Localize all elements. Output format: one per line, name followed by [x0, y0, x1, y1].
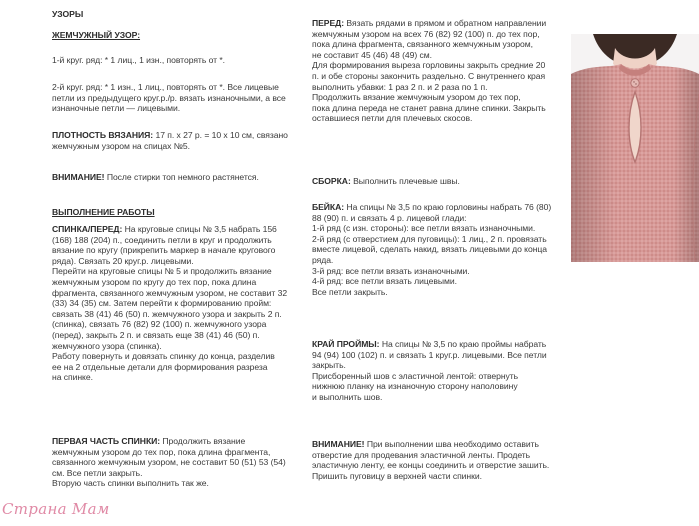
binding-line: 3-й ряд: все петли вязать изнаночными.	[312, 265, 470, 276]
back-front-line: (33) 34 (35) см. Затем перейти к формированию пройм:	[52, 298, 272, 309]
patterns-title: УЗОРЫ	[52, 9, 84, 19]
first-back-text: Продолжить вязание	[160, 436, 246, 446]
density-label: ПЛОТНОСТЬ ВЯЗАНИЯ:	[52, 130, 154, 140]
section-patterns	[52, 9, 282, 20]
row1-text: 1-й круг. ряд: * 1 лиц., 1 изн., повторять от *.	[52, 55, 225, 65]
binding-block	[312, 202, 558, 297]
binding-line: вместе лицевой, сделать накид, вязать лицевыми до конца	[312, 244, 548, 255]
first-back-line: Вторую часть спинки выполнить так же.	[52, 478, 209, 489]
note-block	[52, 172, 282, 183]
front-line: оставшиеся петли для плечевых скосов.	[312, 113, 473, 124]
back-front-line: (спинка), связать 76 (82) 92 (100) п. жемчужного узора	[52, 319, 267, 330]
armhole-label: КРАЙ ПРОЙМЫ:	[312, 339, 380, 349]
garment-photo-svg	[571, 34, 699, 262]
work-title: ВЫПОЛНЕНИЕ РАБОТЫ	[52, 207, 155, 217]
back-front-line: ее на 2 отдельные детали для формирования разреза	[52, 361, 268, 372]
armhole-line: и выполнить шов.	[312, 391, 383, 402]
back-front-line: (перед), закрыть 2 п. и связать еще 38 (41) 46 (50) п.	[52, 329, 260, 340]
work-title-block	[52, 207, 282, 218]
front-line: не составит 45 (46) 48 (49) см.	[312, 49, 432, 60]
first-back-label: ПЕРВАЯ ЧАСТЬ СПИНКИ:	[52, 436, 161, 446]
density-text: жемчужным узором на спицах №5.	[52, 140, 190, 151]
armhole-line: Присборенный шов с эластичной лентой: отвернуть	[312, 370, 519, 381]
binding-line: ряда.	[312, 254, 334, 265]
assembly-text: Выполнить плечевые швы.	[350, 176, 460, 186]
row2-line: 2-й круг. ряд: * 1 изн., 1 лиц., повторять от *. Все лицевые	[52, 82, 279, 92]
binding-line: 2-й ряд (с отверстием для пуговицы): 1 лиц., 2 п. провязать	[312, 233, 547, 244]
first-back-line: связанного жемчужным узором, не составит 50 (51) 53 (54)	[52, 457, 286, 468]
armhole-line: закрыть.	[312, 360, 346, 371]
attention-line: Пришить пуговицу в верхней части спинки.	[312, 470, 482, 481]
garment-photo	[571, 34, 699, 262]
density-block	[52, 130, 288, 151]
back-front-text: На круговые спицы № 3,5 набрать 156	[122, 224, 277, 234]
binding-line: Все петли закрыть.	[312, 286, 388, 297]
assembly-block	[312, 176, 558, 187]
row2-line: изнаночные петли — лицевыми.	[52, 103, 181, 114]
front-text: Вязать рядами в прямом и обратном направлении	[344, 18, 547, 28]
armhole-text: На спицы № 3,5 по краю проймы набрать	[379, 339, 547, 349]
front-line: Для формирования выреза горловины закрыть средние 20	[312, 60, 546, 71]
pearl-pattern-title: ЖЕМЧУЖНЫЙ УЗОР:	[52, 30, 141, 40]
front-line: выполнить убавки: 1 раз 2 п. и 2 раза по 1 п.	[312, 81, 488, 92]
armhole-line: 94 (94) 100 (102) п. и связать 1 круг.р. лицевыми. Все петли	[312, 349, 547, 360]
assembly-label: СБОРКА:	[312, 176, 351, 186]
back-front-line: вязание по кругу (прикрепить маркер в начале кругового	[52, 245, 276, 256]
attention-text: При выполнении шва необходимо оставить	[364, 439, 539, 449]
front-line: пока длина переда не станет равна длине спинки. Закрыть	[312, 102, 546, 113]
attention-line: отверстие для продевания эластичной ленты. Продеть	[312, 449, 531, 460]
back-front-line: Работу повернуть и довязать спинку до конца, разделив	[52, 351, 275, 362]
front-line: жемчужным узором на всех 76 (82) 92 (100) п. до тех пор,	[312, 28, 540, 39]
back-front-line: Перейти на круговые спицы № 5 и продолжить вязание	[52, 266, 272, 277]
front-line: Продолжить вязание жемчужным узором до тех пор,	[312, 92, 521, 103]
back-front-label: СПИНКА/ПЕРЕД:	[52, 224, 123, 234]
pearl-row-1	[52, 55, 282, 66]
armhole-line: нижнюю планку на изнаночную сторону наполовину	[312, 381, 518, 392]
note-label: ВНИМАНИЕ!	[52, 172, 105, 182]
button-icon	[631, 79, 639, 87]
back-front-block	[52, 224, 288, 383]
back-front-line: на спинке.	[52, 372, 93, 383]
back-front-line: связать 38 (41) 46 (50) п. жемчужного узора и закрыть 2 п.	[52, 308, 282, 319]
pearl-pattern-title-block	[52, 30, 282, 41]
back-front-line: (168) 188 (204) п., соединить петли в круг и продолжить	[52, 234, 272, 245]
row2-line: петли из предыдущего круг.р./р. вязать изнаночными, а все	[52, 92, 286, 103]
note-text: После стирки топ немного растянется.	[104, 172, 259, 182]
first-back-line: см. Все петли закрыть.	[52, 467, 143, 478]
back-front-line: ряда). Связать 20 круг.р. лицевыми.	[52, 255, 194, 266]
back-front-line: жемчужного узора (спинка).	[52, 340, 162, 351]
button-hole-icon	[635, 83, 636, 84]
armhole-block	[312, 339, 558, 403]
watermark: Страна Мам	[2, 500, 110, 518]
binding-text: На спицы № 3,5 по краю горловины набрать 76 (80)	[344, 202, 552, 212]
back-front-line: жемчужным узором по кругу до тех пор, пока длина	[52, 276, 257, 287]
back-front-line: фрагмента, связанного жемчужным узором, не составит 32	[52, 287, 288, 298]
pearl-row-2	[52, 82, 286, 114]
density-text: 17 п. х 27 р. = 10 х 10 см, связано	[153, 130, 288, 140]
binding-line: 4-й ряд: все петли вязать лицевыми.	[312, 276, 457, 287]
binding-label: БЕЙКА:	[312, 202, 345, 212]
front-line: пока длина фрагмента, связанного жемчужным узором,	[312, 39, 533, 50]
button-hole-icon	[633, 81, 634, 82]
binding-line: 88 (90) п. и связать 4 р. лицевой глади:	[312, 212, 467, 223]
front-line: п. и обе стороны закончить раздельно. С внутреннего края	[312, 70, 546, 81]
attention-label: ВНИМАНИЕ!	[312, 439, 365, 449]
attention-line: эластичную ленту, ее концы соединить и отверстие зашить.	[312, 460, 550, 471]
first-back-line: жемчужным узором до тех пор, пока длина фрагмента,	[52, 446, 271, 457]
attention-block	[312, 439, 558, 481]
first-back-block	[52, 436, 286, 489]
front-block	[312, 18, 558, 124]
binding-line: 1-й ряд (с изн. стороны): все петли вязать изнаночными.	[312, 223, 536, 234]
front-label: ПЕРЕД:	[312, 18, 345, 28]
